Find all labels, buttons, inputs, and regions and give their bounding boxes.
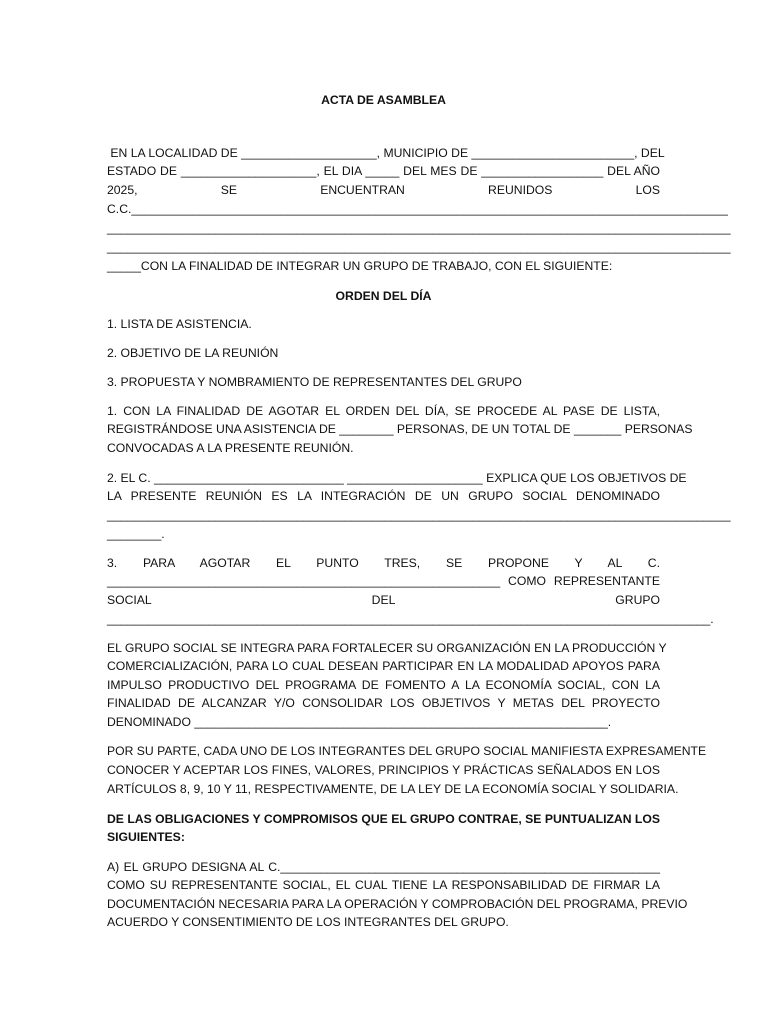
point1-line: REGISTRÁNDOSE UNA ASISTENCIA DE ________ PERSONAS, DE UN TOTAL DE _______ PERSONAS	[107, 422, 693, 436]
intro-line: ESTADO DE ____________________, EL DIA _____ DEL MES DE __________________ DEL AÑO	[107, 164, 660, 178]
intro-line: EN LA LOCALIDAD DE ____________________, MUNICIPIO DE ________________________, DEL	[107, 146, 665, 160]
obligations-heading-line: DE LAS OBLIGACIONES Y COMPROMISOS QUE EL GRUPO CONTRAE, SE PUNTUALIZAN LOS	[107, 812, 660, 826]
point1-line: 1. CON LA FINALIDAD DE AGOTAR EL ORDEN DEL DÍA, SE PROCEDE AL PASE DE LISTA,	[107, 404, 660, 418]
intro-line: C.C.________________________________________________________________________________________	[107, 202, 728, 216]
intro-line: ____________________________________________________________________________________________	[107, 240, 731, 254]
point2-line: ________.	[107, 527, 165, 541]
document-title: ACTA DE ASAMBLEA	[321, 93, 446, 107]
agenda-item: 1. LISTA DE ASISTENCIA.	[107, 317, 252, 331]
obligation-a-line: ACUERDO Y CONSENTIMIENTO DE LOS INTEGRANTES DEL GRUPO.	[107, 915, 509, 929]
point3-line: 3. PARA AGOTAR EL PUNTO TRES, SE PROPONE Y AL C.	[107, 556, 660, 570]
obligation-a-line: COMO SU REPRESENTANTE SOCIAL, EL CUAL TIENE LA RESPONSABILIDAD DE FIRMAR LA	[107, 878, 660, 892]
agenda-item: 2. OBJETIVO DE LA REUNIÓN	[107, 346, 279, 360]
values-line: ARTÍCULOS 8, 9, 10 Y 11, RESPECTIVAMENTE, DE LA LEY DE LA ECONOMÍA SOCIAL Y SOLIDARIA.	[107, 782, 679, 796]
point3-line: __________________________________________________________ COMO REPRESENTANTE	[107, 574, 660, 588]
point2-line: 2. EL C. ____________________________ ____________________ EXPLICA QUE LOS OBJETIVOS DE	[107, 471, 687, 485]
point3-line: _________________________________________________________________________________________.	[107, 612, 714, 626]
integration-line: COMERCIALIZACIÓN, PARA LO CUAL DESEAN PARTICIPAR EN LA MODALIDAD APOYOS PARA	[107, 659, 660, 673]
agenda-title: ORDEN DEL DÍA	[335, 289, 432, 303]
agenda-item: 3. PROPUESTA Y NOMBRAMIENTO DE REPRESENTANTES DEL GRUPO	[107, 375, 522, 389]
point2-line: ____________________________________________________________________________________________	[107, 508, 731, 522]
obligation-a-line: DOCUMENTACIÓN NECESARIA PARA LA OPERACIÓN Y COMPROBACIÓN DEL PROGRAMA, PREVIO	[107, 897, 688, 911]
values-line: CONOCER Y ACEPTAR LOS FINES, VALORES, PRINCIPIOS Y PRÁCTICAS SEÑALADOS EN LOS	[107, 763, 660, 777]
intro-line: ____________________________________________________________________________________________	[107, 221, 731, 235]
integration-line: DENOMINADO _____________________________________________________________.	[107, 715, 612, 729]
obligations-heading-line: SIGUIENTES:	[107, 830, 185, 844]
point3-line: SOCIAL DEL GRUPO	[107, 593, 660, 607]
integration-line: FINALIDAD DE ALCANZAR Y/O CONSOLIDAR LOS OBJETIVOS Y METAS DEL PROYECTO	[107, 696, 660, 710]
intro-line: _____CON LA FINALIDAD DE INTEGRAR UN GRUPO DE TRABAJO, CON EL SIGUIENTE:	[107, 259, 613, 273]
point1-line: CONVOCADAS A LA PRESENTE REUNIÓN.	[107, 441, 354, 455]
integration-line: IMPULSO PRODUCTIVO DEL PROGRAMA DE FOMENTO A LA ECONOMÍA SOCIAL, CON LA	[107, 678, 660, 692]
integration-line: EL GRUPO SOCIAL SE INTEGRA PARA FORTALECER SU ORGANIZACIÓN EN LA PRODUCCIÓN Y	[107, 641, 667, 655]
point2-line: LA PRESENTE REUNIÓN ES LA INTEGRACIÓN DE UN GRUPO SOCIAL DENOMINADO	[107, 489, 660, 503]
obligation-a-line: A) EL GRUPO DESIGNA AL C.________________________________________________________	[107, 860, 660, 874]
values-line: POR SU PARTE, CADA UNO DE LOS INTEGRANTES DEL GRUPO SOCIAL MANIFIESTA EXPRESAMENTE	[107, 744, 707, 758]
intro-line: 2025, SE ENCUENTRAN REUNIDOS LOS	[107, 183, 660, 197]
